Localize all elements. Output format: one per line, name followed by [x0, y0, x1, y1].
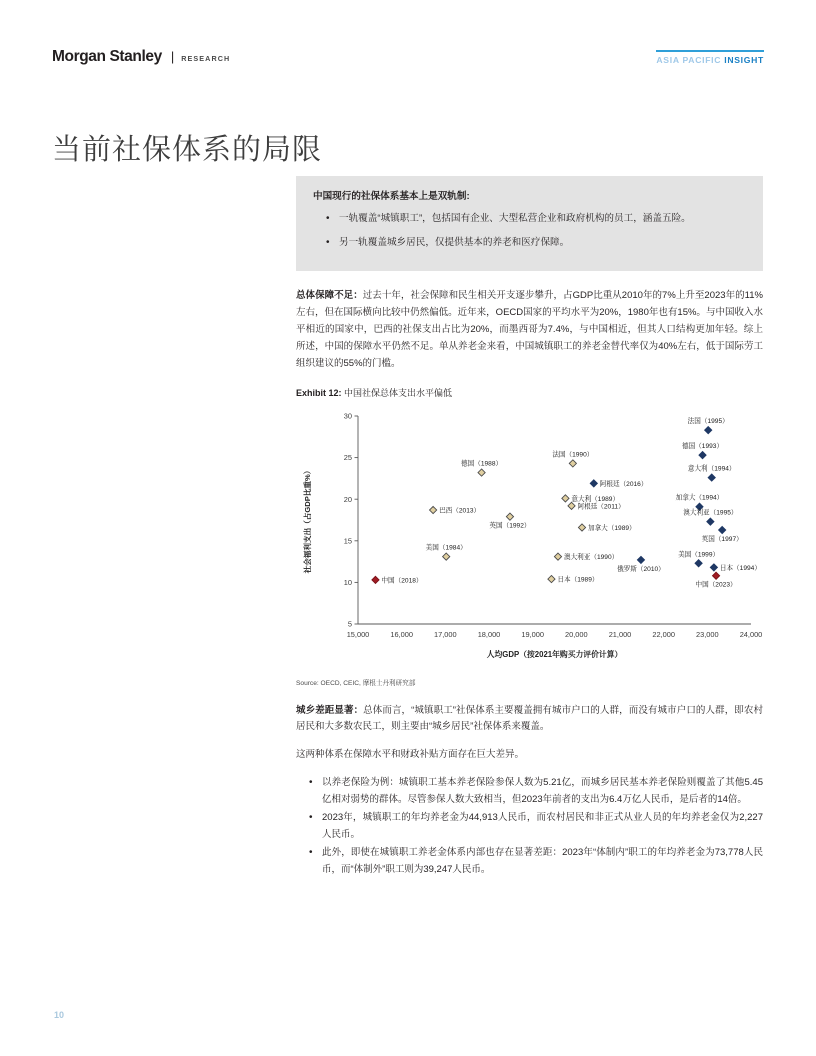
data-point-label: 中国（2023）: [695, 581, 737, 589]
data-point: [506, 513, 513, 520]
brand-research-label: RESEARCH: [181, 54, 231, 63]
x-tick-label: 18,000: [477, 629, 501, 639]
data-point-label: 俄罗斯（2010）: [617, 565, 665, 573]
data-point: [712, 572, 719, 579]
page-number: 10: [54, 1010, 65, 1020]
data-point-label: 澳大利亚（1995）: [683, 509, 738, 517]
callout-list: [313, 211, 746, 251]
data-point: [719, 526, 726, 533]
data-point-label: 英国（1997）: [701, 535, 743, 543]
x-tick-label: 24,000: [739, 629, 763, 639]
paragraph-lead: 总体保障不足：: [296, 290, 363, 302]
exhibit-12-scatter-chart: [296, 404, 763, 674]
paragraph-two-systems: 这两种体系在保障水平和财政补贴方面存在巨大差异。: [296, 749, 525, 761]
brand-separator: |: [170, 49, 175, 64]
data-point-label: 法国（1990）: [552, 450, 594, 458]
list-item: • 一轨覆盖“城镇职工”，包括国有企业、大型私营企业和政府机构的员工，涵盖五险。: [339, 211, 746, 228]
data-point: [443, 553, 450, 560]
y-tick-label: 15: [343, 535, 352, 545]
data-point-label: 阿根廷（2011）: [577, 502, 625, 510]
data-point: [478, 468, 485, 475]
data-point-label: 巴西（2013）: [439, 507, 481, 515]
paragraph-body: 总体而言，“城镇职工”社保体系主要覆盖拥有城市户口的人群，而没有城市户口的人群，即农村居民和大多数农民工，则主要由“城乡居民”社保体系来覆盖。: [296, 704, 763, 733]
x-tick-label: 21,000: [608, 629, 632, 639]
asia-pacific-insight-ribbon: [656, 50, 764, 65]
data-point: [569, 459, 576, 466]
data-point: [707, 518, 714, 525]
data-point: [562, 494, 569, 501]
paragraph-urban-rural-gap: [296, 703, 763, 737]
exhibit-caption: [296, 387, 763, 400]
data-point: [637, 556, 644, 563]
data-point-label: 美国（1984）: [425, 544, 467, 552]
data-point-label: 美国（1999）: [678, 550, 720, 558]
data-point: [548, 575, 555, 582]
data-point-label: 意大利（1989）: [571, 495, 620, 503]
exhibit-caption-text: 中国社保总体支出水平偏低: [344, 387, 453, 398]
page-header: [52, 48, 764, 78]
list-item: • 另一轨覆盖城乡居民，仅提供基本的养老和医疗保障。: [339, 235, 746, 252]
callout-box: [296, 176, 763, 271]
data-point-label: 英国（1992）: [489, 522, 531, 530]
y-axis-title: 社会福利支出（占GDP比重%）: [303, 466, 312, 573]
ribbon-text-bold: INSIGHT: [724, 55, 764, 66]
data-point: [554, 553, 561, 560]
y-tick-label: 20: [343, 494, 352, 504]
y-tick-label: 5: [347, 619, 352, 629]
x-tick-label: 22,000: [652, 629, 675, 639]
ribbon-text: [656, 55, 764, 65]
x-tick-label: 15,000: [346, 629, 370, 639]
bullet-list: [296, 775, 763, 878]
data-point: [695, 559, 702, 566]
data-point: [708, 473, 715, 480]
data-point: [590, 479, 597, 486]
data-point: [705, 426, 712, 433]
callout-title: 中国现行的社保体系基本上是双轨制:: [313, 191, 470, 202]
list-item: • 2023年，城镇职工的年均养老金为44,913人民币，而农村居民和非正式从业人员的年均养老金仅为2,227人民币。: [322, 810, 763, 844]
source-note: Source: OECD, CEIC, 摩根士丹利研究部: [296, 679, 416, 687]
morgan-stanley-logo: [52, 48, 230, 66]
data-point-label: 德国（1988）: [461, 460, 503, 468]
x-tick-label: 19,000: [521, 629, 544, 639]
data-point-label: 澳大利亚（1990）: [563, 553, 619, 561]
y-tick-label: 10: [343, 577, 352, 587]
data-point-label: 意大利（1994）: [687, 465, 736, 473]
x-tick-label: 20,000: [565, 629, 588, 639]
page-title: 当前社保体系的局限: [52, 134, 323, 167]
data-point-label: 中国（2018）: [381, 577, 423, 585]
ribbon-text-light: ASIA PACIFIC: [656, 55, 725, 66]
data-point-label: 加拿大（1989）: [588, 524, 636, 532]
y-tick-label: 30: [343, 411, 352, 421]
content-column: [296, 176, 763, 880]
paragraph-overall-coverage: [296, 288, 763, 373]
x-tick-label: 23,000: [696, 629, 719, 639]
data-point: [699, 451, 706, 458]
x-tick-label: 17,000: [434, 629, 457, 639]
paragraph-lead: 城乡差距显著：: [296, 704, 364, 716]
paragraph-body: 过去十年，社会保障和民生相关开支逐步攀升，占GDP比重从2010年的7%上升至2023年的11% 左右，但在国际横向比较中仍然偏低。近年来，OECD国家的平均水平为20%，1980年也有15%。与中国收入水平相近的国家中，巴西的社保支出占比为20%，而墨西哥为7.4%，与中国相近，但其人口结构更加年轻。综上所述，中国的保障水平仍然不足。单从养老金来看，中国城镇职工的养老金替代率仅为40%左右，低于国际劳工组织建议的55%的门槛。: [296, 290, 763, 370]
data-point-label: 法国（1995）: [687, 417, 729, 425]
data-point: [372, 576, 379, 583]
data-point: [430, 506, 437, 513]
brand-name: Morgan Stanley: [52, 48, 162, 65]
data-point: [578, 523, 585, 530]
ribbon-rule: [656, 50, 764, 52]
scatter-plot-svg: [296, 404, 763, 672]
data-point-label: 德国（1993）: [682, 442, 724, 450]
data-point-label: 加拿大（1994）: [675, 494, 724, 502]
data-point: [568, 502, 575, 509]
data-point-label: 日本（1989）: [557, 576, 599, 584]
x-axis-title: 人均GDP（按2021年购买力评价计算）: [486, 649, 623, 659]
data-point: [710, 563, 717, 570]
data-point-label: 阿根廷（2016）: [599, 480, 648, 488]
exhibit-label: Exhibit 12:: [296, 387, 342, 398]
y-tick-label: 25: [343, 452, 352, 462]
list-item: • 此外，即使在城镇职工养老金体系内部也存在显著差距：2023年“体制内”职工的年均养老金为73,778人民币，而“体制外”职工则为39,247人民币。: [322, 845, 763, 879]
x-tick-label: 16,000: [390, 629, 413, 639]
data-point-label: 日本（1994）: [719, 564, 761, 572]
list-item: • 以养老保险为例：城镇职工基本养老保险参保人数为5.21亿，而城乡居民基本养老保险则覆盖了其他5.45亿相对弱势的群体。尽管参保人数大致相当，但2023年前者的支出为6.4万亿人民币，是后者的14倍。: [322, 775, 763, 809]
